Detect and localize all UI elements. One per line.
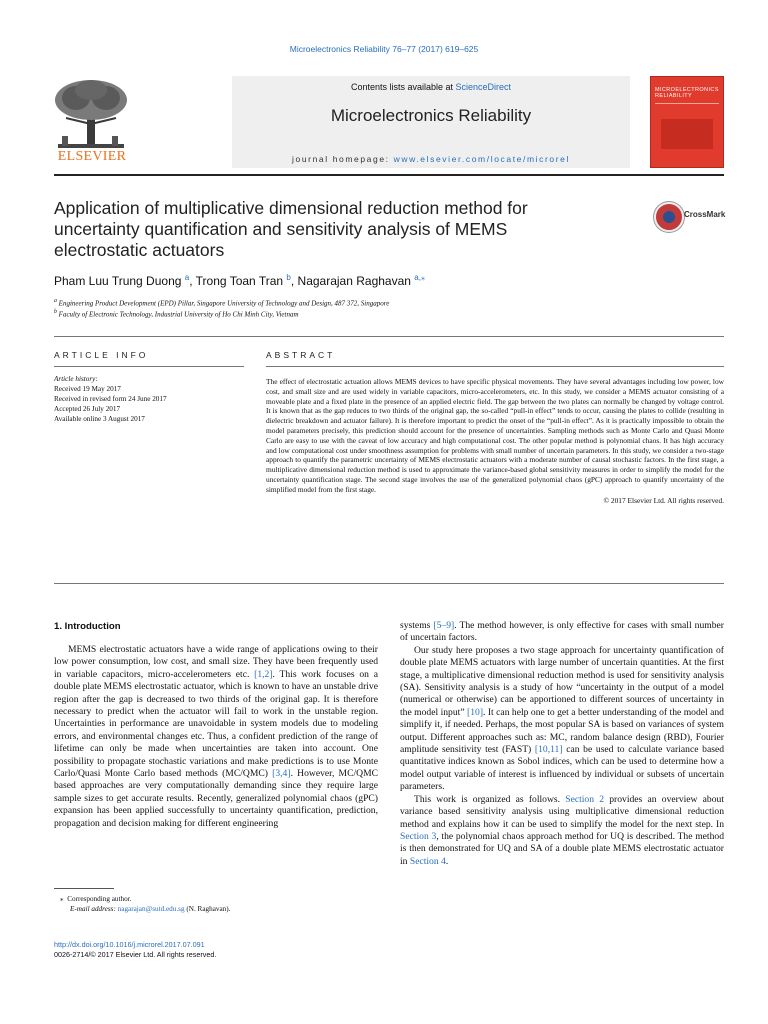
cover-graphic: [661, 119, 713, 149]
abstract-body: [266, 377, 724, 505]
crossmark-label: CrossMark: [684, 210, 726, 219]
homepage-prefix: journal homepage:: [292, 154, 394, 164]
article-info-rule: [54, 366, 244, 367]
affiliation: [54, 309, 694, 318]
body-paragraph: [400, 794, 724, 868]
citation-link[interactable]: Section 4: [409, 855, 446, 867]
email-link[interactable]: nagarajan@sutd.edu.sg: [117, 905, 185, 913]
paragraph-text: provides an overview about variance based sensitivity analysis using multiplicative dimensional reduction method and explains how it can be used to simplify the model for the next step. In: [400, 793, 724, 830]
history-item: Received in revised form 24 June 2017: [54, 395, 167, 403]
elsevier-tree-logo: [52, 78, 130, 150]
cover-title: MICROELECTRONICS RELIABILITY: [655, 87, 719, 99]
header-rule: [54, 174, 724, 176]
citation-link[interactable]: [3,4]: [272, 768, 291, 780]
author-affiliation-marker[interactable]: a,⁎: [414, 273, 425, 282]
citation-link[interactable]: [10]: [467, 706, 484, 718]
affiliation: [54, 298, 694, 307]
author-list: Pham Luu Trung Duong $^a$, Trong Toan Tran $^b$, Nagarajan Raghavan $^{a,⁎}$: [54, 273, 425, 288]
abstract-rule: [266, 366, 724, 367]
email-label: E-mail address:: [70, 905, 118, 913]
homepage-link[interactable]: www.elsevier.com/locate/microrel: [393, 154, 570, 164]
affiliation-text: Faculty of Electronic Technology, Industrial University of Ho Chi Minh City, Vietnam: [58, 310, 299, 319]
citation-link[interactable]: Section 3: [400, 830, 437, 842]
paragraph-text: This work is organized as follows.: [414, 793, 566, 805]
abstract-copyright: © 2017 Elsevier Ltd. All rights reserved.: [603, 495, 724, 505]
journal-cover-image[interactable]: [650, 76, 724, 168]
footnote-text: Corresponding author.: [67, 895, 132, 903]
paragraph-text: . However, MC/QMC based approaches are very computationally demanding since they require large sample sizes to get accurate results. Recently, generalized polynomial chaos (gPC) expansion has been applied successfully to uncertainty quantification, prediction, propagation and decision making for different engineering: [54, 768, 379, 829]
abstract-heading: ABSTRACT: [266, 350, 336, 360]
paragraph-text: can be used to calculate variance based quantitative indices known as Sobol indices, which can be used to determine how a model output variable of interest is influenced by individual or subsets of uncertain parameters.: [400, 744, 724, 793]
cover-divider: [655, 103, 719, 104]
crossmark-icon: [654, 202, 684, 232]
history-item: Received 19 May 2017: [54, 385, 121, 393]
affiliation-marker: a: [54, 298, 57, 304]
author-affiliation-marker[interactable]: a: [184, 273, 190, 282]
paragraph-text: , the polynomial chaos approach method for UQ is described. The method is then demonstrated for UQ and SA of a double plate MEMS electrostatic actuator in: [400, 830, 724, 867]
journal-homepage: [232, 154, 630, 164]
history-item: Available online 3 August 2017: [54, 415, 145, 423]
affiliation-marker: b: [54, 309, 57, 315]
paragraph-text: . The method however, is only effective for cases with small number of uncertain factors.: [400, 620, 724, 644]
paragraph-text: Our study here proposes a two stage approach for uncertainty quantification of double plate MEMS actuators with large number of uncertain quantities. At the first stage, a multiplicative dimensional reduction method is used for sensitivity analysis (SA). Sensitivity analysis is a study of how “uncertainty in the output of a model (numerical or otherwise) can be apportioned to different sources of uncertainty in the model input”: [400, 644, 724, 718]
article-history: [54, 374, 244, 424]
body-paragraph: [54, 644, 378, 830]
paragraph-text: systems: [400, 620, 434, 631]
journal-reference[interactable]: Microelectronics Reliability 76–77 (2017) 619–625: [289, 44, 479, 54]
citation-link[interactable]: Section 2: [565, 793, 605, 805]
author-affiliation-marker[interactable]: b: [286, 273, 291, 282]
email-suffix: (N. Raghavan).: [184, 905, 231, 913]
body-column-right: [400, 620, 724, 868]
author-name: Nagarajan Raghavan: [297, 274, 411, 288]
abstract-bottom-rule: [54, 583, 724, 584]
paragraph-text: .: [445, 855, 449, 867]
section-heading-introduction: 1. Introduction: [54, 621, 121, 632]
issn-line: 0026-2714/© 2017 Elsevier Ltd. All rights reserved.: [54, 950, 217, 959]
contents-prefix: Contents lists available at: [350, 82, 456, 92]
abstract-text: The effect of electrostatic actuation allows MEMS devices to have specific physical movements. They have several advantages including low power, low cost, and small size and are used widely in variable capacitors, micro-accelerometers, etc. In this study, we consider a MEMS actuator consisting of a moveable plate and a fixed plate in the presence of an applied electric field. The gap between the two plates can normally be changed by voltage control. It is known that as the gap reduces to two thirds of the original gap, the so-called “pull-in effect” tends to occur, causing the plates to collide (resulting in dielectric breakdown and actuator failure). It is therefore important to predict the onset of the “pull-in effect”. As it is practically impossible to obtain the model parameters precisely, this prediction should account for the presence of uncertainties. Sampling methods such as Monte Carlo and Quasi Monte Carlo are easy to use with the caveat of low accuracy and high computational cost. The other popular method is polynomial chaos. It has high accuracy and low computational cost under smoothness assumption for problems with small number of uncertain parameters. In this study, we consider a two-stage approach to quantify the parametric uncertainty of MEMS electrostatic actuators with a moderate number of causal stochastic factors. In the first stage, a multiplicative dimensional reduction method is used to approximate the variance-based global sensitivity measures in order to simplify the model for the uncertainty quantification stage. The second stage involves the use of the generalized polynomial chaos (gPC) approach to quantify uncertainty of the simplified model from the first stage.: [266, 377, 724, 494]
paragraph-text: MEMS electrostatic actuators have a wide range of applications owing to their low power consumption, low cost, and small size. They have been frequently used in variable capacitors, micro-accelerometers etc.: [54, 644, 378, 680]
history-label: Article history:: [54, 375, 98, 383]
article-info-heading: ARTICLE INFO: [54, 350, 149, 360]
body-paragraph: [400, 620, 724, 645]
elsevier-logo-text: ELSEVIER: [57, 149, 127, 164]
corresponding-author-footnote: [60, 894, 380, 914]
body-paragraph: [400, 645, 724, 794]
citation-link[interactable]: [1,2]: [254, 668, 273, 680]
citation-link[interactable]: [10,11]: [534, 744, 563, 756]
journal-name: Microelectronics Reliability: [330, 106, 532, 125]
body-column-left: [54, 644, 378, 830]
author-name: Pham Luu Trung Duong: [54, 274, 182, 288]
doi-block: [54, 940, 374, 960]
section-rule: [54, 336, 724, 337]
sciencedirect-link[interactable]: ScienceDirect: [455, 82, 512, 92]
article-title: Application of multiplicative dimensional reduction method for uncertainty quantification and sensitivity analysis of MEMS electrostatic actuators: [54, 198, 528, 260]
paragraph-text: . This work focuses on a double plate MEMS electrostatic actuator, which is known to have an unstable drive region after the gap is decreased to two thirds of the original gap. It is therefore necessary to predict when the actuator will fail to work in the unstable region. Uncertainties in performance are unavoidable in system models due to modeling errors, and environmental changes etc. Thus, a confident prediction of the range of lifetime can only be made when uncertainties are taken into account. One possibility to propagate stochastic variations and make predictions is to use Monte Carlo/Quasi Monte Carlo based methods (MC/QMC): [54, 668, 378, 780]
contents-line: [232, 82, 630, 92]
citation-link[interactable]: [5–9]: [433, 620, 455, 631]
footnote-star: ⁎: [60, 895, 64, 903]
crossmark-badge[interactable]: [654, 202, 734, 230]
affiliation-text: Engineering Product Development (EPD) Pillar, Singapore University of Technology and Design, 487 372, Singapore: [58, 299, 390, 308]
author-name: Trong Toan Tran: [195, 274, 284, 288]
history-item: Accepted 26 July 2017: [54, 405, 121, 413]
doi-link[interactable]: http://dx.doi.org/10.1016/j.microrel.2017.07.091: [54, 940, 205, 949]
footnote-rule: [54, 888, 114, 889]
paragraph-text: . It can help one to get a better understanding of the model and simplify it, if needed. Perhaps, the most popular SA is based on variances of system output. Different approaches such as: MC, random balance design (RBD), Fourier amplitude sensitivity test (FAST): [400, 706, 724, 756]
